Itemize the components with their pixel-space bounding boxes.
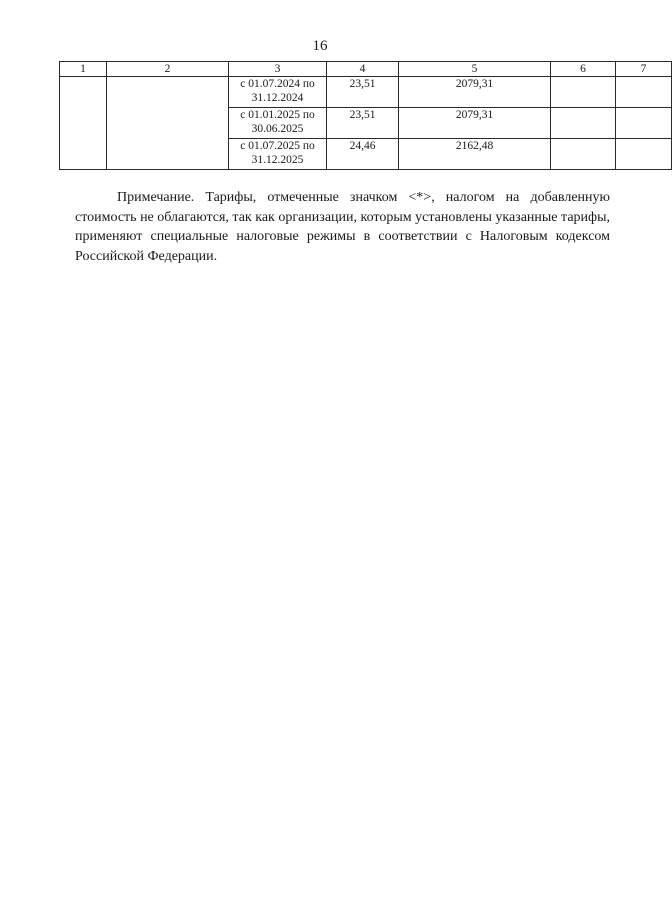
table-cell-period: с 01.07.2024 по 31.12.2024 xyxy=(229,77,327,108)
table-cell-col1 xyxy=(60,77,107,170)
column-header-4: 4 xyxy=(327,62,399,77)
table-cell-col7 xyxy=(616,108,672,139)
table-cell-col6 xyxy=(551,139,616,170)
table-cell-period: с 01.01.2025 по 30.06.2025 xyxy=(229,108,327,139)
table-cell-col4: 23,51 xyxy=(327,108,399,139)
table-row xyxy=(60,77,672,108)
table-cell-col5: 2162,48 xyxy=(399,139,551,170)
table-cell-col6 xyxy=(551,108,616,139)
column-header-7: 7 xyxy=(616,62,672,77)
column-header-6: 6 xyxy=(551,62,616,77)
table-cell-period: с 01.07.2025 по 31.12.2025 xyxy=(229,139,327,170)
note-paragraph: Примечание. Тарифы, отмеченные значком <*>, налогом на добавленную стоимость не облагаются, так как организации, которым установлены указанные тарифы, применяют специальные налоговые режимы в соответствии с Налоговым кодексом Российской Федерации. xyxy=(75,190,610,264)
column-header-2: 2 xyxy=(107,62,229,77)
table-cell-col4: 23,51 xyxy=(327,77,399,108)
table-cell-col6 xyxy=(551,77,616,108)
page-number: 16 xyxy=(312,38,328,54)
table-cell-col7 xyxy=(616,77,672,108)
column-header-3: 3 xyxy=(229,62,327,77)
table-cell-col4: 24,46 xyxy=(327,139,399,170)
column-header-5: 5 xyxy=(399,62,551,77)
table-cell-col5: 2079,31 xyxy=(399,77,551,108)
column-header-1: 1 xyxy=(60,62,107,77)
table-header-row xyxy=(60,62,672,77)
table-cell-col5: 2079,31 xyxy=(399,108,551,139)
table-cell-col7 xyxy=(616,139,672,170)
table-cell-col2 xyxy=(107,77,229,170)
tariff-table xyxy=(59,61,672,170)
